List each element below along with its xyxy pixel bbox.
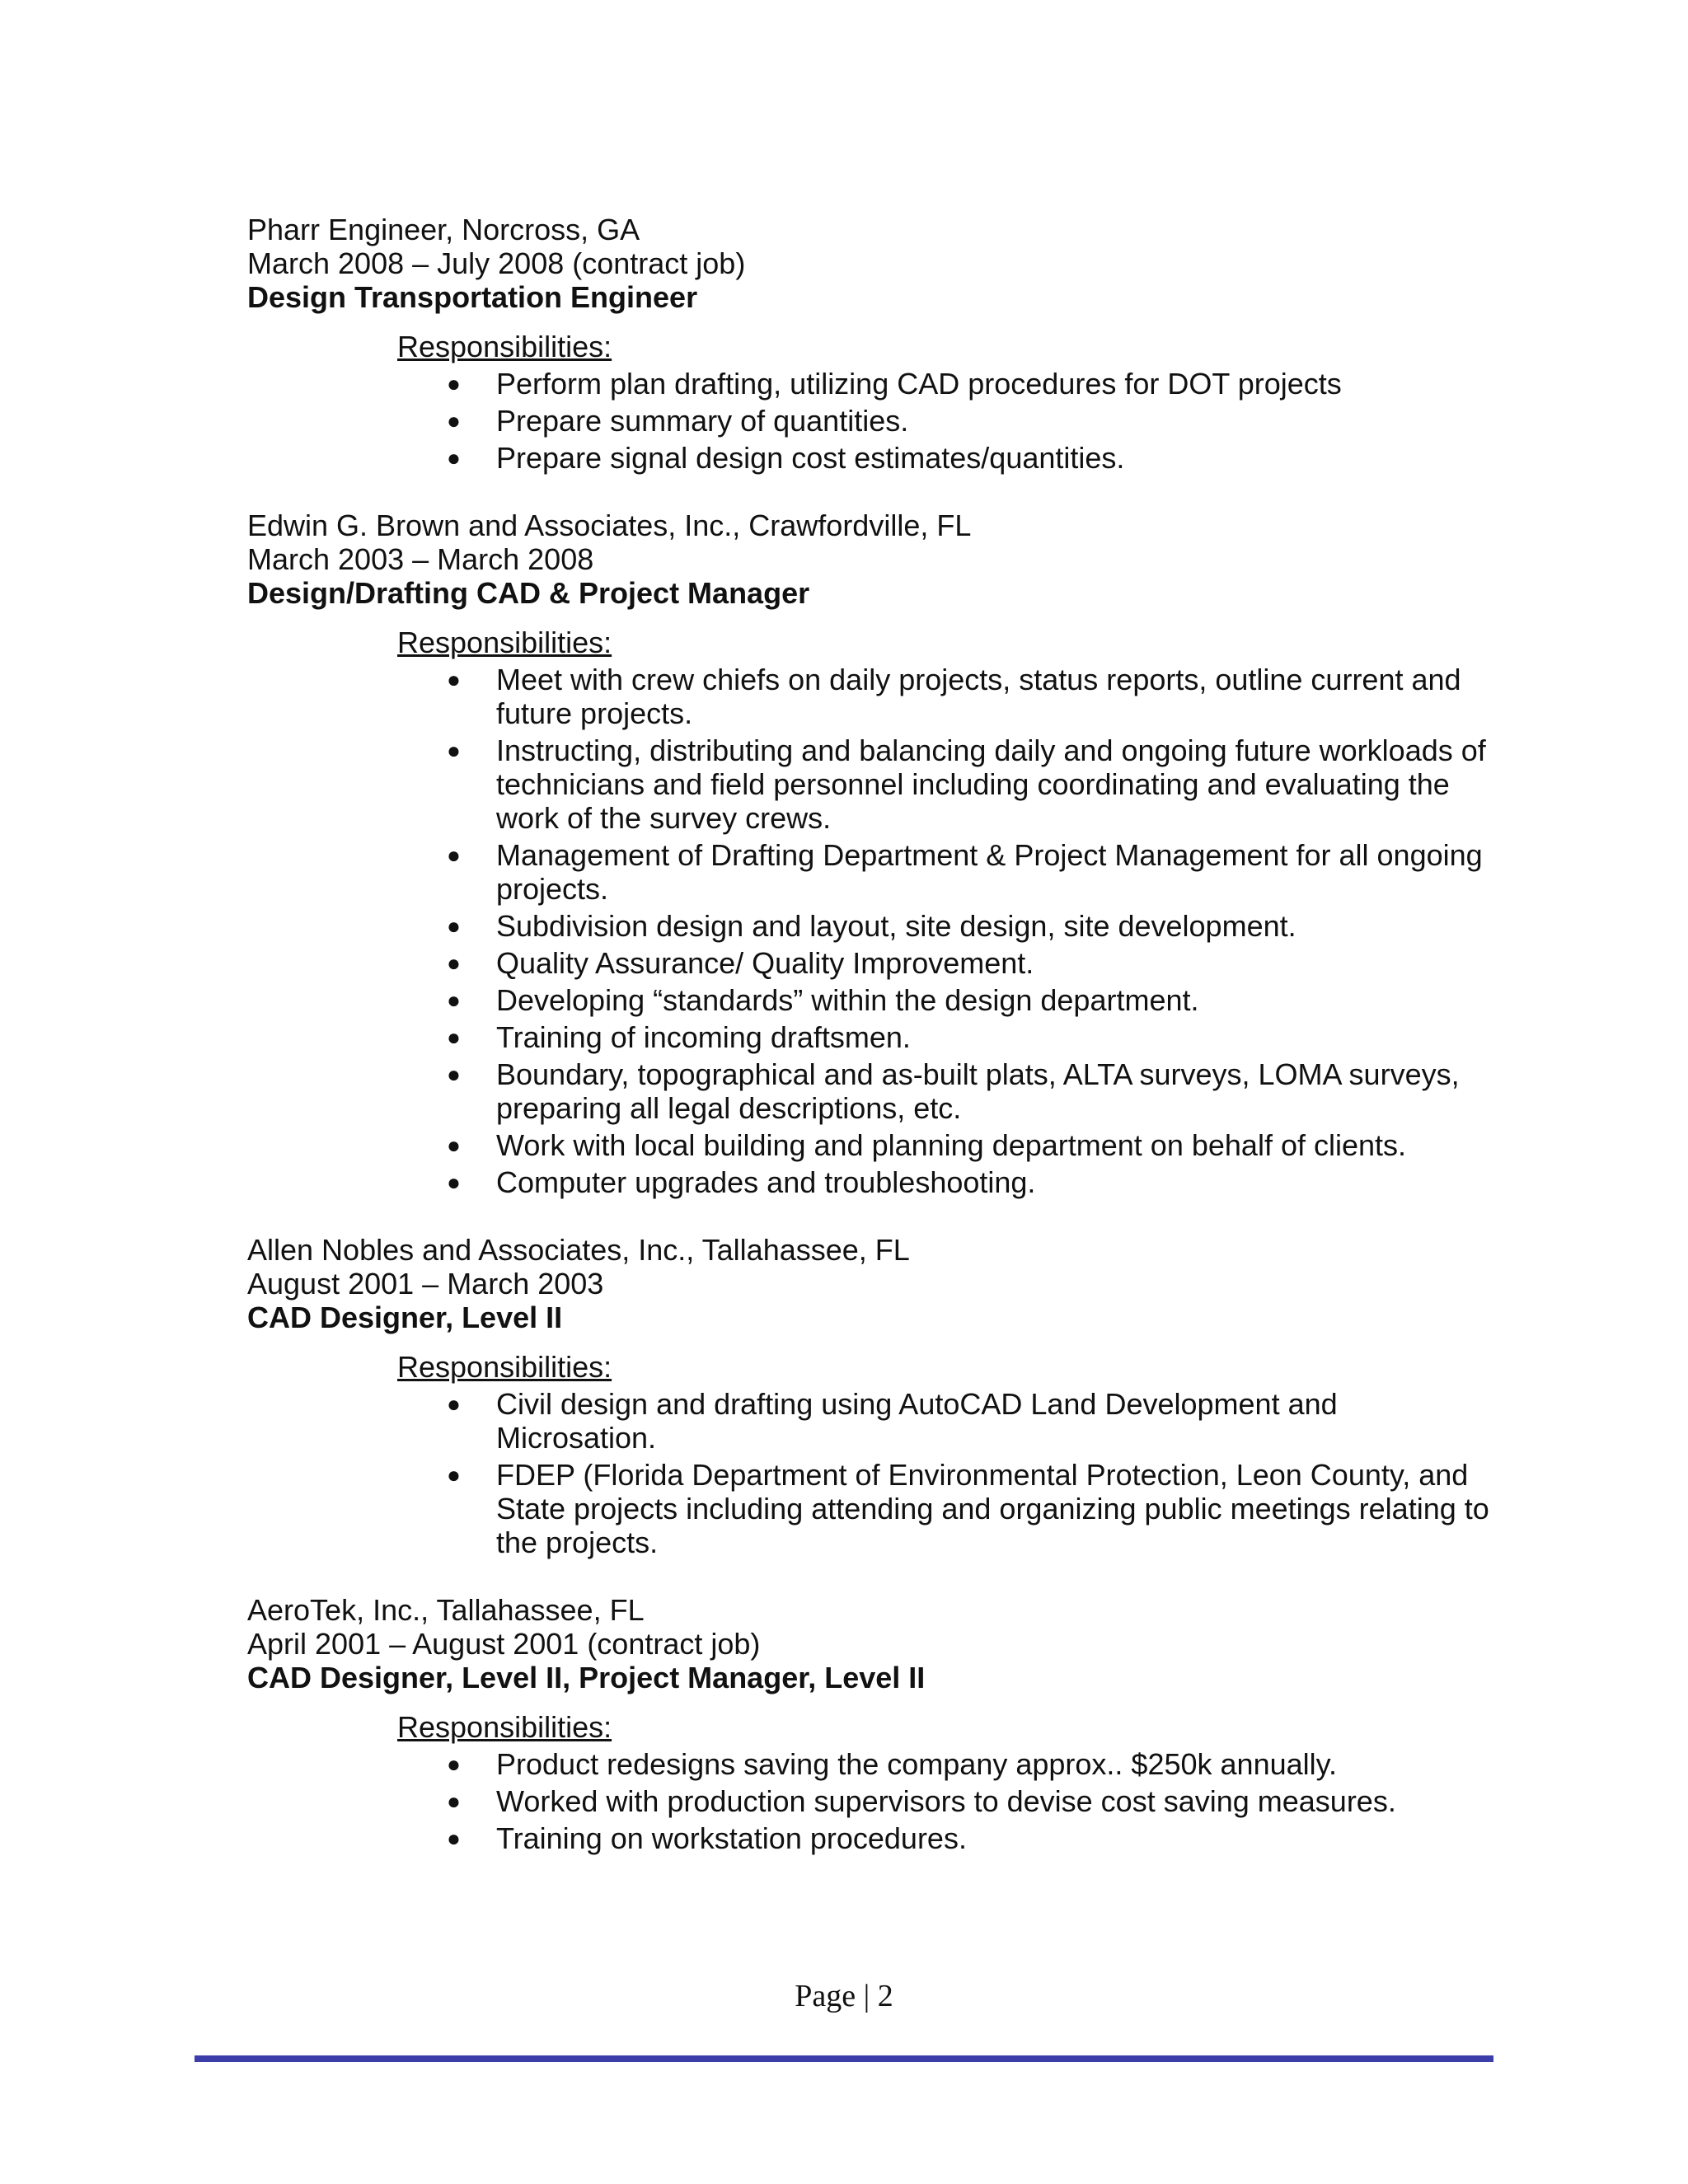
- responsibilities-label: Responsibilities:: [397, 1350, 612, 1384]
- responsibilities-label: Responsibilities:: [397, 626, 612, 659]
- responsibilities-label: Responsibilities:: [397, 1710, 612, 1744]
- job-title: Design Transportation Engineer: [247, 280, 698, 314]
- job-entry-edwin-brown: [247, 509, 1500, 1199]
- list-item: ● Computer upgrades and troubleshooting.: [447, 1165, 1036, 1199]
- bullet-icon: ●: [447, 1062, 461, 1087]
- dates-line: March 2003 – March 2008: [247, 542, 594, 576]
- job-title: Design/Drafting CAD & Project Manager: [247, 576, 810, 610]
- job-entry-allen-nobles: [247, 1233, 1500, 1559]
- responsibilities-block: [397, 1350, 1500, 1559]
- resume-page-content: [247, 213, 1500, 1889]
- job-title: CAD Designer, Level II, Project Manager, Level II: [247, 1661, 926, 1694]
- list-item: ● Subdivision design and layout, site design, site development.: [447, 909, 1296, 943]
- list-item: ● Management of Drafting Department & Project Management for all ongoing projects.: [447, 838, 1483, 906]
- bullet-icon: ●: [447, 667, 461, 692]
- list-item: ● Worked with production supervisors to devise cost saving measures.: [447, 1784, 1396, 1818]
- bullet-icon: ●: [447, 1132, 461, 1158]
- responsibilities-list: [397, 663, 1500, 1199]
- responsibilities-block: [397, 330, 1500, 475]
- company-line: Pharr Engineer, Norcross, GA: [247, 213, 640, 246]
- dates-line: April 2001 – August 2001 (contract job): [247, 1627, 761, 1661]
- page-number: Page | 2: [795, 1979, 893, 2013]
- bullet-icon: ●: [447, 1751, 461, 1777]
- job-entry-aerotek: [247, 1593, 1500, 1855]
- footer-rule-divider: [195, 2055, 1493, 2062]
- list-item: ● Instructing, distributing and balancing daily and ongoing future workloads of technicians and field personnel including coordinating and evaluating the work of the survey crews.: [447, 733, 1486, 835]
- bullet-icon: ●: [447, 1462, 461, 1488]
- list-item: ● Developing “standards” within the design department.: [447, 983, 1199, 1017]
- responsibilities-block: [397, 626, 1500, 1199]
- bullet-icon: ●: [447, 1169, 461, 1195]
- bullet-icon: ●: [447, 1024, 461, 1050]
- list-item: ● Prepare signal design cost estimates/quantities.: [447, 441, 1125, 475]
- list-item: ● Product redesigns saving the company approx.. $250k annually.: [447, 1747, 1337, 1781]
- bullet-icon: ●: [447, 987, 461, 1013]
- list-item: ● Boundary, topographical and as-built plats, ALTA surveys, LOMA surveys, preparing all legal descriptions, etc.: [447, 1057, 1460, 1125]
- list-item: ● FDEP (Florida Department of Environmental Protection, Leon County, and State projects including attending and organizing public meetings relating to the projects.: [447, 1458, 1489, 1559]
- list-item: ● Training on workstation procedures.: [447, 1821, 967, 1855]
- responsibilities-list: [397, 367, 1500, 475]
- bullet-icon: ●: [447, 408, 461, 434]
- list-item: ● Prepare summary of quantities.: [447, 404, 909, 438]
- dates-line: March 2008 – July 2008 (contract job): [247, 246, 746, 280]
- list-item: ● Meet with crew chiefs on daily projects, status reports, outline current and future projects.: [447, 663, 1461, 730]
- job-title: CAD Designer, Level II: [247, 1301, 563, 1334]
- job-entry-pharr: [247, 213, 1500, 475]
- company-line: Allen Nobles and Associates, Inc., Tallahassee, FL: [247, 1233, 910, 1267]
- bullet-icon: ●: [447, 842, 461, 868]
- bullet-icon: ●: [447, 1391, 461, 1417]
- bullet-icon: ●: [447, 1825, 461, 1851]
- bullet-icon: ●: [447, 445, 461, 471]
- responsibilities-block: [397, 1710, 1500, 1855]
- bullet-icon: ●: [447, 1788, 461, 1814]
- list-item: ● Perform plan drafting, utilizing CAD procedures for DOT projects: [447, 367, 1342, 401]
- list-item: ● Quality Assurance/ Quality Improvement.: [447, 946, 1034, 980]
- bullet-icon: ●: [447, 913, 461, 939]
- company-line: Edwin G. Brown and Associates, Inc., Crawfordville, FL: [247, 509, 972, 542]
- bullet-icon: ●: [447, 738, 461, 763]
- list-item: ● Civil design and drafting using AutoCAD Land Development and Microsation.: [447, 1387, 1338, 1455]
- list-item: ● Work with local building and planning department on behalf of clients.: [447, 1128, 1407, 1162]
- dates-line: August 2001 – March 2003: [247, 1267, 604, 1301]
- responsibilities-list: [397, 1387, 1500, 1559]
- list-item: ● Training of incoming draftsmen.: [447, 1020, 911, 1054]
- responsibilities-list: [397, 1747, 1500, 1855]
- bullet-icon: ●: [447, 371, 461, 396]
- company-line: AeroTek, Inc., Tallahassee, FL: [247, 1593, 645, 1627]
- responsibilities-label: Responsibilities:: [397, 330, 612, 363]
- bullet-icon: ●: [447, 950, 461, 976]
